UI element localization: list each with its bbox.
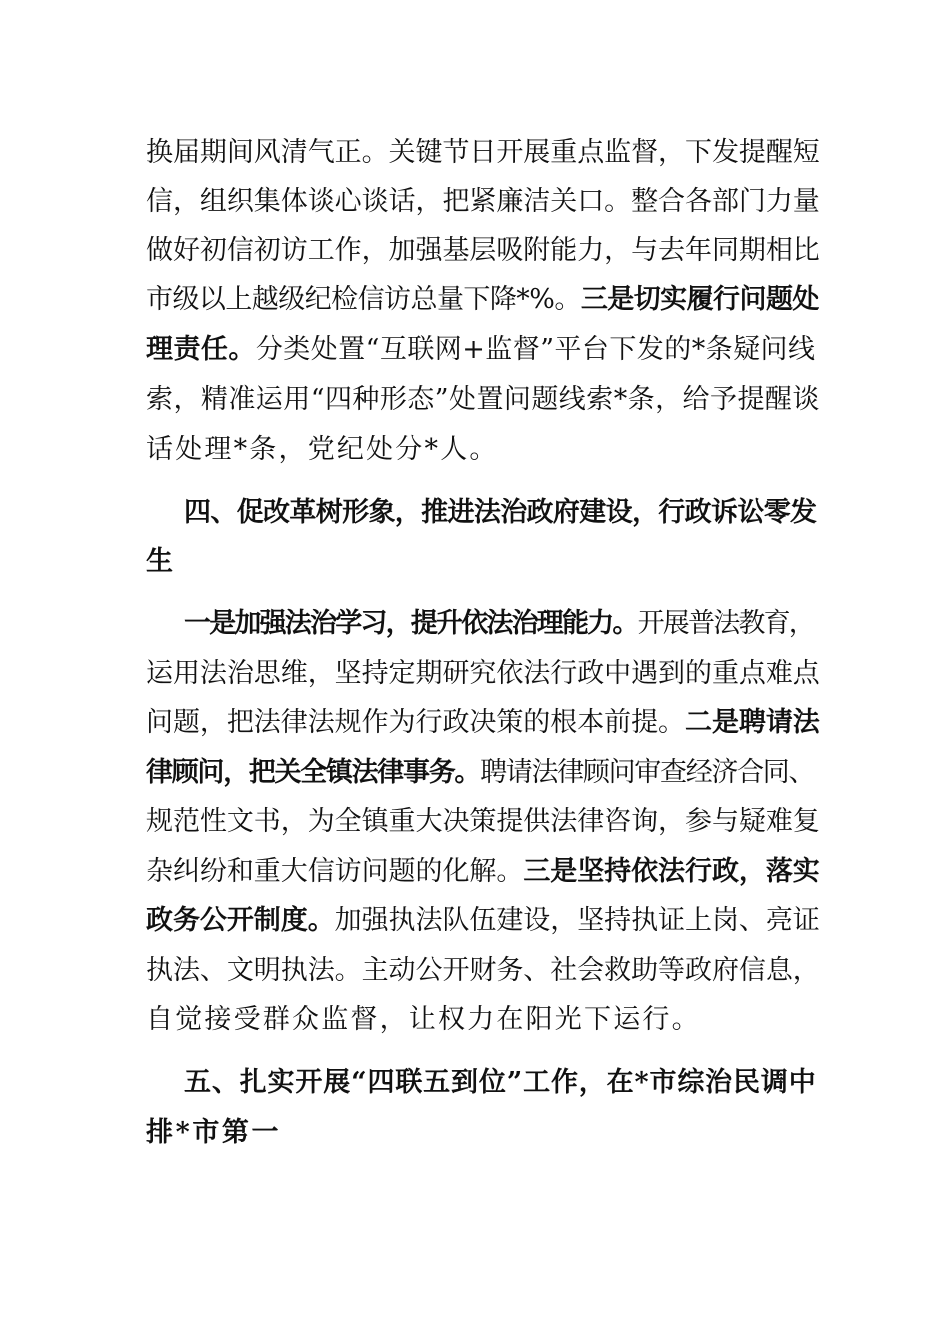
bold-text-run: 律顾问，把关全镇法律事务。 [146, 757, 481, 788]
paragraph-line [146, 847, 820, 897]
paragraph-line [146, 275, 819, 325]
heading-text: 五、扎实开展“四联五到位”工作，在*市综治民调中 [184, 1067, 817, 1098]
paragraph-line [146, 325, 815, 375]
text-run: 规范性文书，为全镇重大决策提供法律咨询，参与疑难复 [146, 806, 820, 837]
text-run: 运用法治思维，坚持定期研究依法行政中遇到的重点难点 [146, 658, 820, 689]
text-run: 做好初信初访工作，加强基层吸附能力，与去年同期相比 [146, 235, 820, 266]
text-run: 话处理*条，党纪处分*人。 [146, 434, 499, 465]
text-run: 自觉接受群众监督，让权力在阳光下运行。 [146, 1004, 701, 1035]
paragraph-line [146, 649, 820, 699]
paragraph-line [146, 698, 820, 748]
heading-text: 生 [146, 546, 176, 577]
bold-text-run: 理责任。 [146, 334, 256, 365]
paragraph-line [146, 177, 820, 227]
text-run: 信，组织集体谈心谈话，把紧廉洁关口。整合各部门力量 [146, 186, 820, 217]
text-run: 加强执法队伍建设，坚持执证上岗、亮证 [334, 905, 820, 936]
paragraph-line [146, 226, 820, 276]
paragraph-line [146, 748, 814, 798]
text-run: 分类处置“互联网+监督”平台下发的*条疑问线 [255, 334, 816, 365]
text-run: 问题，把法律法规作为行政决策的根本前提。 [146, 707, 685, 738]
section-heading-5 [184, 1058, 817, 1108]
section-heading-5-cont [146, 1108, 281, 1158]
paragraph-line [146, 425, 499, 475]
bold-text-run: 三是坚持依法行政，落实 [523, 856, 820, 887]
text-run: 执法、文明执法。主动公开财务、社会救助等政府信息， [146, 955, 820, 986]
paragraph-line [146, 995, 701, 1045]
paragraph-line [146, 375, 820, 425]
bold-text-run: 一是加强法治学习，提升依法治理能力。 [184, 608, 638, 639]
section-heading-4-cont [146, 537, 176, 587]
paragraph-line [146, 128, 820, 178]
section-heading-4 [184, 488, 816, 538]
heading-text: 排*市第一 [146, 1117, 282, 1148]
paragraph-line [146, 946, 820, 996]
paragraph-line [184, 599, 814, 649]
text-run: 杂纠纷和重大信访问题的化解。 [146, 856, 524, 887]
text-run: 索，精准运用“四种形态”处置问题线索*条，给予提醒谈 [146, 384, 820, 415]
paragraph-line [146, 797, 820, 847]
paragraph-line [146, 896, 820, 946]
text-run: 换届期间风清气正。关键节日开展重点监督，下发提醒短 [146, 137, 820, 168]
heading-text: 四、促改革树形象，推进法治政府建设，行政诉讼零发 [184, 497, 817, 528]
bold-text-run: 三是切实履行问题处 [580, 284, 819, 315]
bold-text-run: 政务公开制度。 [146, 905, 335, 936]
text-run: 聘请法律顾问审查经济合同、 [480, 757, 815, 788]
text-run: 市级以上越级纪检信访总量下降*%。 [146, 284, 581, 315]
bold-text-run: 二是聘请法 [685, 707, 820, 738]
text-run: 开展普法教育， [637, 608, 815, 639]
